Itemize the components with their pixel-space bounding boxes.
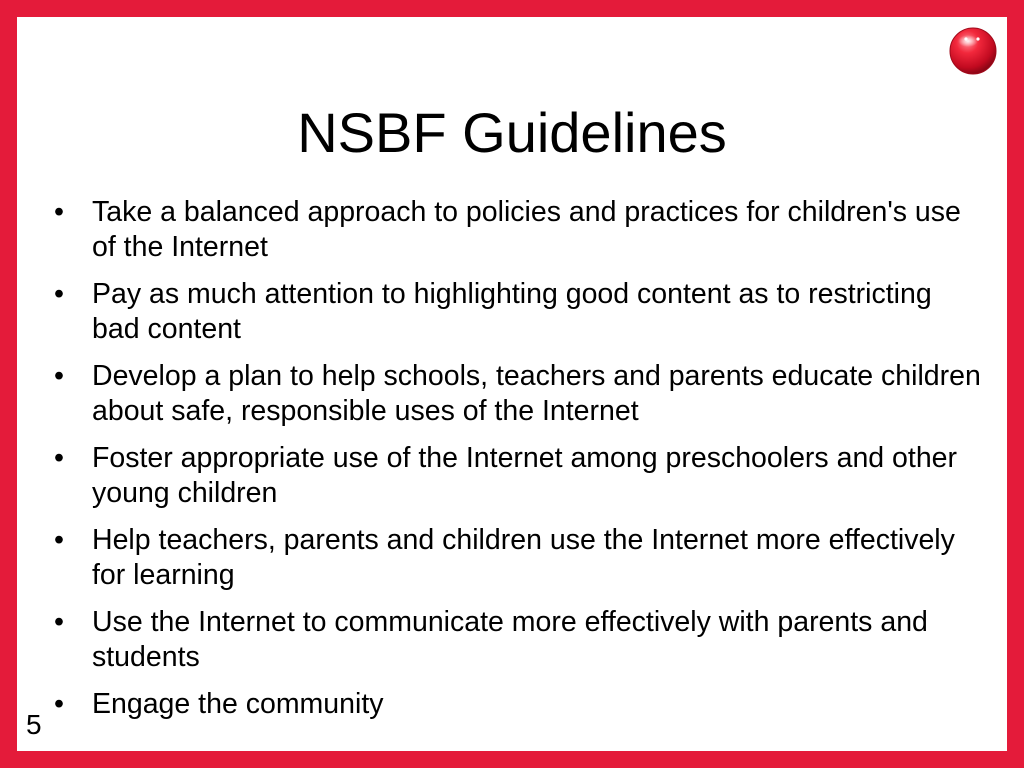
bullet-text: Engage the community — [92, 688, 384, 720]
slide-content-panel — [17, 17, 1007, 751]
bullet-item — [54, 359, 984, 429]
bullet-text: Pay as much attention to highlighting good content as to restricting bad content — [92, 278, 932, 345]
bullet-item — [54, 687, 984, 722]
bullet-marker: • — [54, 524, 64, 556]
red-ball-icon — [949, 27, 997, 75]
bullet-marker: • — [54, 442, 64, 474]
bullet-marker: • — [54, 196, 64, 228]
bullet-text: Help teachers, parents and children use the Internet more effectively for learning — [92, 524, 955, 591]
bullet-text: Take a balanced approach to policies and practices for children's use of the Internet — [92, 196, 961, 263]
bullet-text: Develop a plan to help schools, teachers and parents educate children about safe, responsible uses of the Internet — [92, 360, 981, 427]
bullet-text: Foster appropriate use of the Internet among preschoolers and other young children — [92, 442, 958, 509]
bullet-marker: • — [54, 360, 64, 392]
bullet-item — [54, 277, 984, 347]
bullet-marker: • — [54, 278, 64, 310]
bullet-item — [54, 195, 984, 265]
page-number: 5 — [26, 709, 42, 740]
bullet-item — [54, 441, 984, 511]
bullet-item — [54, 523, 984, 593]
bullet-item — [54, 605, 984, 675]
bullet-marker: • — [54, 688, 64, 720]
slide-title: NSBF Guidelines — [297, 101, 727, 164]
bullet-text: Use the Internet to communicate more effectively with parents and students — [92, 606, 928, 673]
bullet-list — [54, 195, 984, 734]
bullet-marker: • — [54, 606, 64, 638]
